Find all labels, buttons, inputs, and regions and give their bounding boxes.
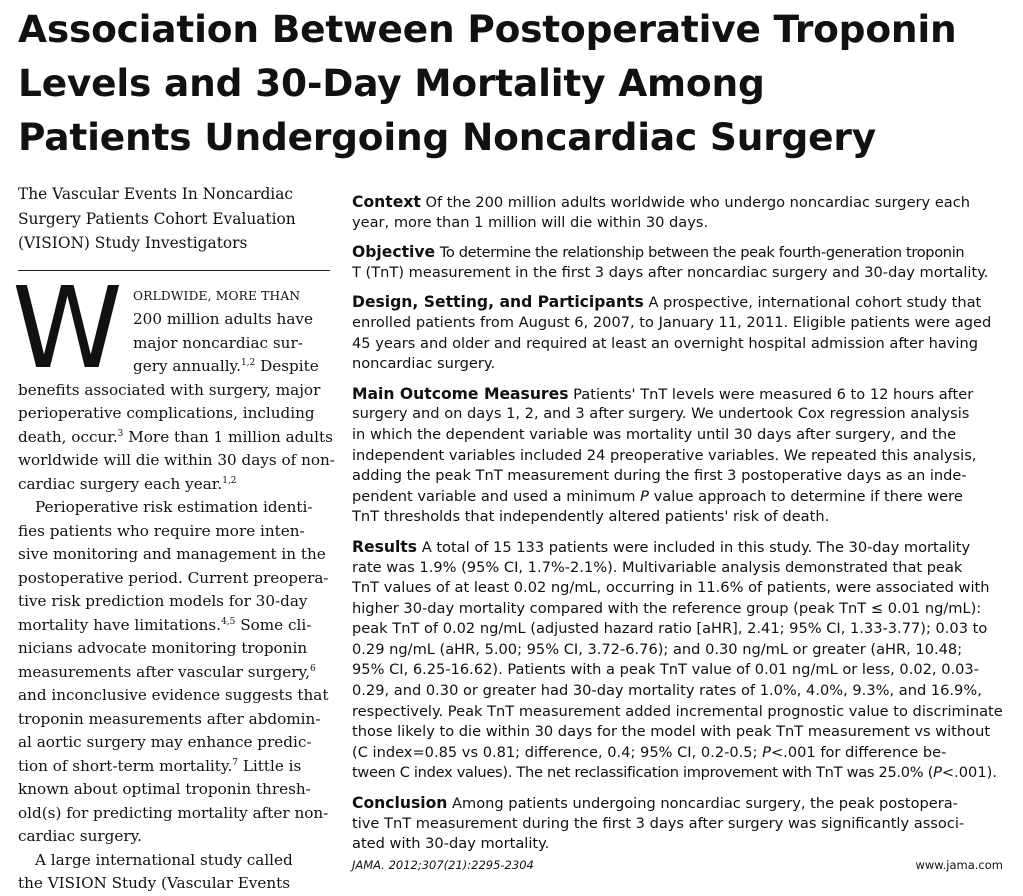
abstract-line: 0.29 ng/mL (aHR, 5.00; 95% CI, 3.72-6.76); and 0.30 ng/mL or greater (aHR, 10.48; xyxy=(352,640,963,658)
abstract-design xyxy=(352,292,1003,374)
body-line: tive risk prediction models for 30-day xyxy=(18,592,308,610)
abstract-line xyxy=(352,384,1003,405)
abstract-text: Of the 200 million adults worldwide who undergo noncardiac surgery each xyxy=(425,194,971,211)
body-text-run: Little is xyxy=(238,756,302,775)
p-value-symbol: P xyxy=(640,487,649,505)
abstract-line: in which the dependent variable was mortality until 30 days after surgery, and the xyxy=(352,425,957,443)
abstract-line: 95% CI, 6.25-16.62). Patients with a peak TnT value of 0.01 ng/mL or less, 0.02, 0.03- xyxy=(352,661,979,679)
author-line: The Vascular Events In Noncardiac xyxy=(18,185,294,203)
abstract-text: <.001). xyxy=(941,764,997,782)
journal-citation: JAMA. 2012;307(21):2295-2304 xyxy=(352,858,534,872)
reference-superscript[interactable]: 3 xyxy=(117,428,124,439)
abstract-line xyxy=(352,487,1003,508)
abstract-line: adding the peak TnT measurement during the first 3 postoperative days as an inde- xyxy=(352,467,967,485)
section-heading: Results xyxy=(352,537,418,556)
body-line: major noncardiac sur- xyxy=(133,333,303,352)
body-line: postoperative period. Current preopera- xyxy=(18,568,329,587)
abstract-text: (C index=0.85 vs 0.81; difference, 0.4; 95% CI, 0.2-0.5; xyxy=(352,743,758,761)
body-line: nicians advocate monitoring troponin xyxy=(18,639,308,657)
reference-superscript[interactable]: 4,5 xyxy=(221,616,236,627)
article-title xyxy=(18,2,1018,164)
body-line xyxy=(18,426,333,450)
abstract-line: year, more than 1 million will die within 30 days. xyxy=(352,213,709,231)
abstract-conclusion xyxy=(352,793,1003,855)
title-line: Patients Undergoing Noncardiac Surgery xyxy=(18,115,876,159)
abstract-line: independent variables included 24 preoperative variables. We repeated this analysis, xyxy=(352,446,977,464)
body-line: 200 million adults have xyxy=(133,310,313,328)
body-text-run: death, occur. xyxy=(18,427,118,446)
body-line xyxy=(18,755,330,779)
author-byline xyxy=(18,182,330,271)
title-line: Association Between Postoperative Troponin xyxy=(18,7,957,51)
author-line: (VISION) Study Investigators xyxy=(18,234,248,252)
body-line: worldwide will die within 30 days of non- xyxy=(18,451,335,469)
section-heading: Conclusion xyxy=(352,794,448,813)
abstract-line: 0.29, and 0.30 or greater had 30-day mortality rates of 1.0%, 4.0%, 9.3%, and 16.9%, xyxy=(352,682,982,700)
abstract-line xyxy=(352,743,1003,764)
body-line xyxy=(18,473,330,497)
abstract-line: tive TnT measurement during the first 3 days after surgery was significantly associ- xyxy=(352,814,965,832)
body-line: perioperative complications, including xyxy=(18,404,315,422)
body-line: old(s) for predicting mortality after non- xyxy=(18,803,329,822)
abstract-objective xyxy=(352,242,1003,283)
abstract-text: tween C index values). The net reclassification improvement with TnT was 25.0% ( xyxy=(352,764,934,782)
body-text-run: measurements after vascular surgery, xyxy=(18,662,310,681)
section-heading: Context xyxy=(352,193,421,211)
abstract-text: pendent variable and used a minimum xyxy=(352,487,636,505)
abstract-line: enrolled patients from August 6, 2007, to January 11, 2011. Eligible patients were aged xyxy=(352,313,992,331)
abstract-line: peak TnT of 0.02 ng/mL (adjusted hazard ratio [aHR], 2.41; 95% CI, 1.33-3.77); 0.03 to xyxy=(352,620,988,638)
body-line: A large international study called xyxy=(35,850,293,869)
body-text-run: gery annually. xyxy=(133,357,241,375)
abstract-context xyxy=(352,192,1003,233)
abstract-line: T (TnT) measurement in the first 3 days after noncardiac surgery and 30-day mortality. xyxy=(352,263,989,281)
abstract-line: noncardiac surgery. xyxy=(352,355,496,373)
abstract-line: those likely to die within 30 days for the model with peak TnT measurement vs without xyxy=(352,723,991,741)
abstract-line xyxy=(352,763,1003,784)
body-text-run: mortality have limitations. xyxy=(18,615,222,634)
body-text-run: tion of short-term mortality. xyxy=(18,756,233,775)
drop-cap: W xyxy=(12,263,123,394)
author-line: Surgery Patients Cohort Evaluation xyxy=(18,209,296,228)
abstract-line: rate was 1.9% (95% CI, 1.7%-2.1%). Multivariable analysis demonstrated that peak xyxy=(352,558,963,576)
abstract xyxy=(352,192,1003,864)
section-heading: Main Outcome Measures xyxy=(352,384,569,403)
abstract-line: 45 years and older and required at least an overnight hospital admission after having xyxy=(352,334,978,352)
body-line: the VISION Study (Vascular Events xyxy=(18,874,291,892)
title-line: Levels and 30-Day Mortality Among xyxy=(18,61,765,105)
body-line: ORLDWIDE, MORE THAN xyxy=(133,288,301,303)
left-column xyxy=(12,182,335,896)
abstract-line: higher 30-day mortality compared with the reference group (peak TnT ≤ 0.01 ng/mL): xyxy=(352,599,982,617)
body-line xyxy=(18,614,330,638)
body-line xyxy=(18,661,330,685)
body-line: benefits associated with surgery, major xyxy=(18,380,321,399)
abstract-text: A prospective, international cohort study that xyxy=(648,294,982,312)
abstract-line: ated with 30-day mortality. xyxy=(352,835,550,853)
abstract-line xyxy=(352,242,1003,263)
body-line: known about optimal troponin thresh- xyxy=(18,780,311,798)
abstract-outcome xyxy=(352,384,1003,528)
body-text-run: Some cli- xyxy=(235,615,312,634)
abstract-text: <.001 for difference be- xyxy=(770,743,947,761)
body-line: and inconclusive evidence suggests that xyxy=(18,686,329,704)
abstract-text: To determine the relationship between the peak fourth-generation troponin xyxy=(439,244,965,262)
section-heading: Objective xyxy=(352,243,436,262)
journal-website-link[interactable]: www.jama.com xyxy=(915,858,1003,872)
abstract-results xyxy=(352,537,1003,784)
body-line: cardiac surgery. xyxy=(18,827,142,845)
p-value-symbol: P xyxy=(933,764,942,782)
body-line: fies patients who require more inten- xyxy=(18,521,305,540)
abstract-line xyxy=(352,537,1003,558)
reference-superscript[interactable]: 1,2 xyxy=(222,475,237,486)
reference-superscript[interactable]: 1,2 xyxy=(240,357,256,368)
section-heading: Design, Setting, and Participants xyxy=(352,293,644,312)
abstract-text: A total of 15 133 patients were included in this study. The 30-day mortality xyxy=(421,538,971,556)
abstract-text: Among patients undergoing noncardiac surgery, the peak postopera- xyxy=(452,795,958,813)
body-text-run: cardiac surgery each year. xyxy=(18,474,223,493)
abstract-line: TnT values of at least 0.02 ng/mL, occurring in 11.6% of patients, were associated with xyxy=(352,579,990,597)
reference-superscript[interactable]: 6 xyxy=(309,663,316,674)
abstract-line: surgery and on days 1, 2, and 3 after surgery. We undertook Cox regression analysis xyxy=(352,405,970,423)
abstract-text: Patients' TnT levels were measured 6 to 12 hours after xyxy=(573,385,974,403)
p-value-symbol: P xyxy=(762,743,771,761)
body-text xyxy=(12,263,335,896)
body-line: al aortic surgery may enhance predic- xyxy=(18,733,312,751)
abstract-line xyxy=(352,292,1003,313)
body-line: Perioperative risk estimation identi- xyxy=(35,498,313,516)
abstract-line: respectively. Peak TnT measurement added incremental prognostic value to discriminate xyxy=(352,702,1003,720)
abstract-line xyxy=(352,192,1003,213)
body-text-run: Despite xyxy=(255,357,319,375)
body-line: sive monitoring and management in the xyxy=(18,545,326,563)
abstract-text: value approach to determine if there were xyxy=(648,487,963,505)
abstract-line: TnT thresholds that independently altered patients' risk of death. xyxy=(352,508,830,526)
reference-superscript[interactable]: 7 xyxy=(232,757,239,768)
body-line: troponin measurements after abdomin- xyxy=(18,709,321,728)
abstract-line xyxy=(352,793,1003,814)
body-text-run: More than 1 million adults xyxy=(123,427,333,446)
